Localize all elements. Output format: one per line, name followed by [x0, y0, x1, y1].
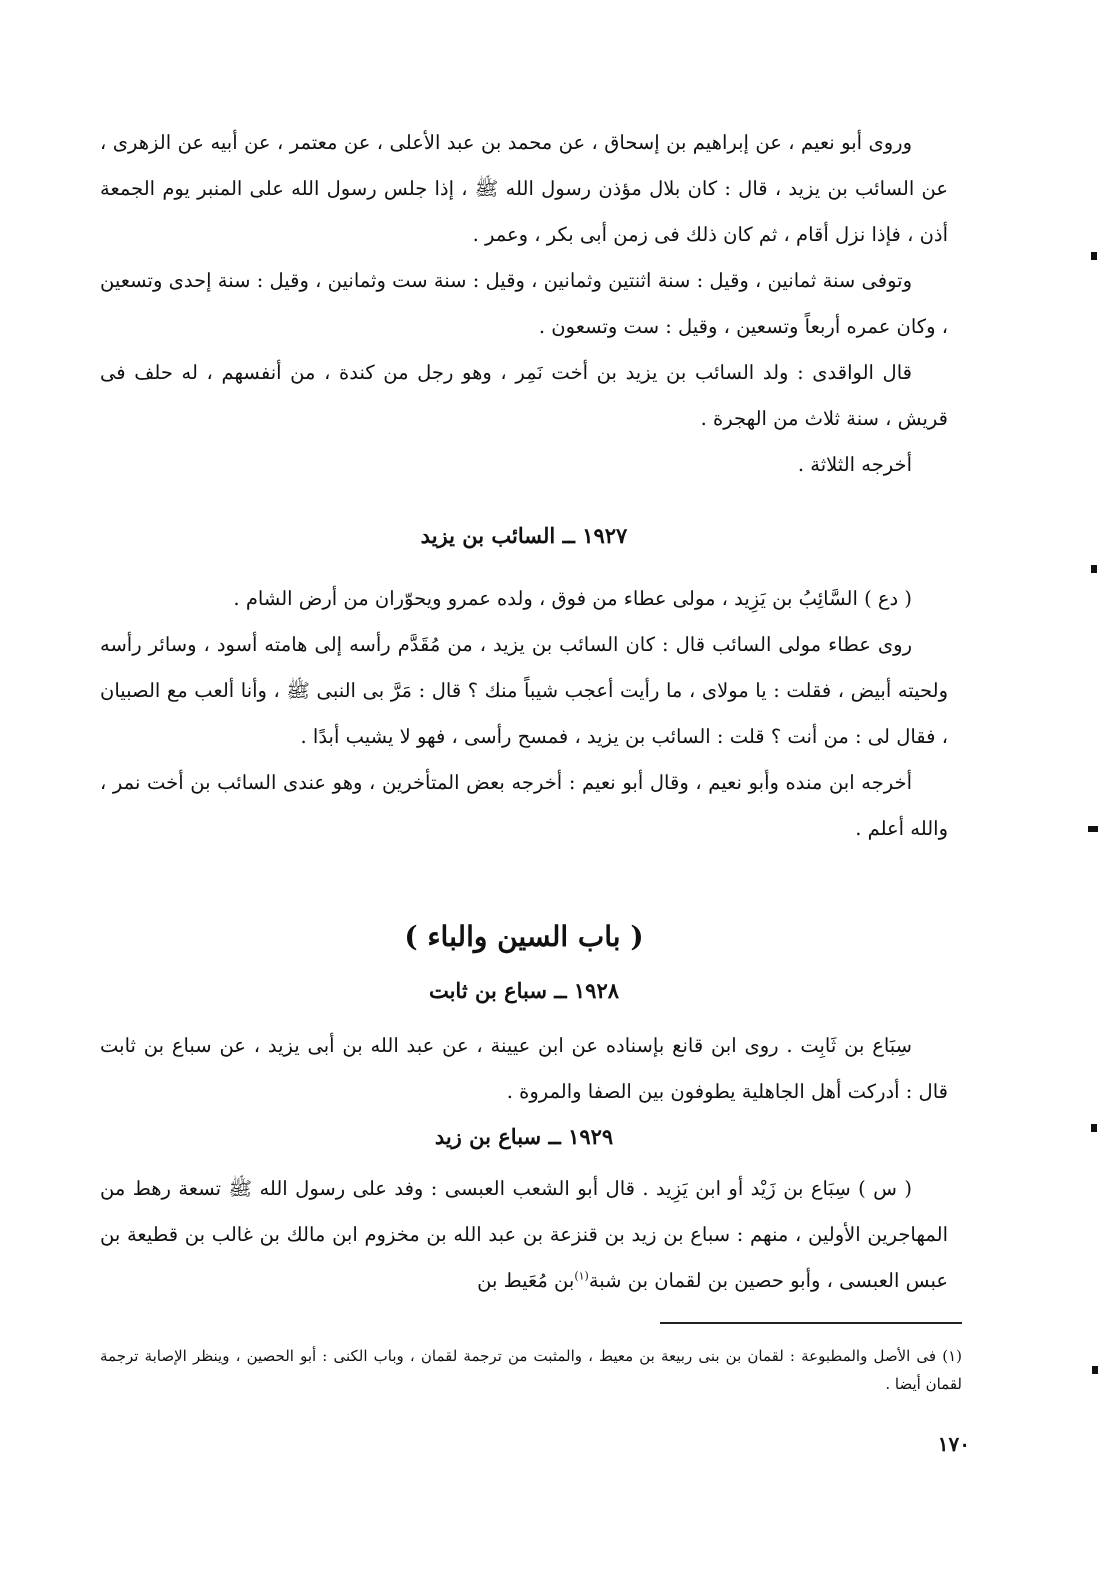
entry-heading-1928: ١٩٢٨ ــ سباع بن ثابت — [428, 978, 620, 1003]
paragraph-text-end: بن مُعَيط بن — [477, 1269, 575, 1292]
paragraph: سِبَاع بن ثَابِت . روى ابن قانع بإسناده عن ابن عيينة ، عن عبد الله بن أبى يزيد ، عن سباع بن ثابت قال : أدركت أهل الجاهلية يطوفون بين الصفا والمروة . — [100, 1034, 948, 1103]
paragraph-text: ( س ) سِبَاع بن زَيْد أو ابن يَزِيد . قال أبو الشعب العبسى : وفد على رسول الله ﷺ تسعة رهط من المهاجرين الأولين ، منهم : سباع بن زيد بن قنزعة بن عبد الله بن مخزوم ابن مالك بن غالب بن قطيعة بن عبس العبسى ، وأبو حصين بن لقمان بن شبة — [100, 1177, 948, 1292]
entry-body-1927 — [100, 576, 948, 852]
margin-mark — [1091, 565, 1097, 573]
margin-mark — [1091, 1124, 1097, 1132]
paragraph: وروى أبو نعيم ، عن إبراهيم بن إسحاق ، عن محمد بن عبد الأعلى ، عن معتمر ، عن أبيه عن الزهرى ، عن السائب بن يزيد ، قال : كان بلال مؤذن رسول الله ﷺ ، إذا جلس رسول الله على المنبر يوم الجمعة أذن ، فإذا نزل أقام ، ثم كان ذلك فى زمن أبى بكر ، وعمر . — [100, 131, 948, 246]
footnote-separator — [660, 1322, 962, 1324]
entry-body-1929 — [100, 1166, 948, 1304]
page-number: ١٧٠ — [937, 1432, 970, 1456]
paragraph: أخرجه ابن منده وأبو نعيم ، وقال أبو نعيم : أخرجه بعض المتأخرين ، وهو عندى السائب بن أخت نمر ، والله أعلم . — [100, 771, 948, 840]
paragraph: أخرجه الثلاثة . — [797, 453, 912, 476]
entry-continuation — [100, 120, 948, 488]
paragraph: وتوفى سنة ثمانين ، وقيل : سنة اثنتين وثمانين ، وقيل : سنة ست وثمانين ، وقيل : سنة إحدى وتسعين ، وكان عمره أربعاً وتسعين ، وقيل : ست وتسعون . — [100, 269, 948, 338]
footnote: (١) فى الأصل والمطبوعة : لقمان بن بنى ربيعة بن معيط ، والمثبت من ترجمة لقمان ، وباب الكنى : أبو الحصين ، وينظر الإصابة ترجمة لقمان أيضا . — [100, 1347, 962, 1393]
margin-mark — [1088, 826, 1098, 832]
paragraph: روى عطاء مولى السائب قال : كان السائب بن يزيد ، من مُقَدَّم رأسه إلى هامته أسود ، وسائر رأسه ولحيته أبيض ، فقلت : يا مولاى ، ما رأيت أعجب شيباً منك ؟ قال : مَرَّ بى النبى ﷺ ، وأنا ألعب مع الصبيان ، فقال لى : من أنت ؟ قلت : السائب بن يزيد ، فمسح رأسى ، فهو لا يشيب أبدًا . — [100, 633, 948, 748]
margin-mark — [1092, 1366, 1098, 1374]
paragraph: ( دع ) السَّائِبُ بن يَزِيد ، مولى عطاء من فوق ، ولده عمرو ويحوّران من أرض الشام . — [233, 587, 912, 610]
entry-heading-1927: ١٩٢٧ ــ السائب بن يزيد — [420, 523, 628, 548]
paragraph: قال الواقدى : ولد السائب بن يزيد بن أخت نَمِر ، وهو رجل من كندة ، من أنفسهم ، له حلف فى قريش ، سنة ثلاث من الهجرة . — [100, 361, 948, 430]
margin-mark — [1091, 252, 1097, 260]
paragraph — [100, 1166, 948, 1304]
entry-body-1928 — [100, 1023, 948, 1115]
footnote-reference[interactable]: (١) — [574, 1269, 589, 1283]
entry-heading-1929: ١٩٢٩ ــ سباع بن زيد — [434, 1124, 614, 1149]
chapter-title: ( باب السين والباء ) — [404, 920, 644, 953]
